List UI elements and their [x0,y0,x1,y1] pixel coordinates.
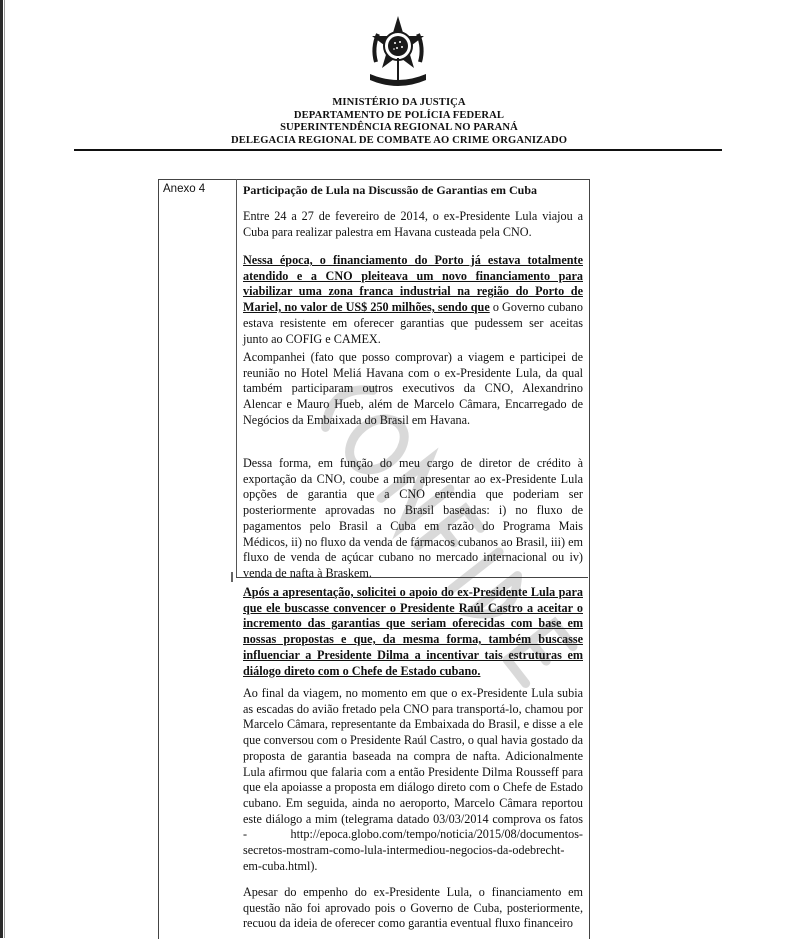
paragraph-financing [243,253,583,347]
paragraph-meeting: Acompanhei (fato que posso comprovar) a viagem e participei de reunião no Hotel Meliá Havana com o ex-Presidente Lula, da qual também participaram outros executivos da CNO, Alexandrino Alencar e Mauro Hueb, além de Marcelo Câmara, Encarregado de Negócios da Embaixada do Brasil em Havana. [243,350,583,427]
header-line-superintendency: SUPERINTENDÊNCIA REGIONAL NO PARANÁ [280,122,518,133]
header-line-delegacia: DELEGACIA REGIONAL DE COMBATE AO CRIME ORGANIZADO [230,134,568,146]
paragraph-trip: Entre 24 a 27 de fevereiro de 2014, o ex-Presidente Lula viajou a Cuba para realizar palestra em Havana custeada pela CNO. [243,209,583,239]
header-line-department: DEPARTAMENTO DE POLÍCIA FEDERAL [293,109,505,121]
table-column-divider [236,179,237,577]
header-rule [74,149,722,151]
annex-label: Anexo 4 [163,183,206,195]
paragraph-request: Após a apresentação, solicitei o apoio do ex-Presidente Lula para que ele buscasse convencer o Presidente Raúl Castro a aceitar o incremento das garantias que seriam oferecidas com base em nossas propostas e que, da mesma forma, também buscasse influenciar a Presidente Dilma a incentivar tais estruturas em diálogo direto com o Chefe de Estado cubano. [243,585,583,678]
paragraph-financing-emphasis: Nessa época, o financiamento do Porto já estava totalmente atendido e a CNO pleiteava um novo financiamento para viabilizar uma zona franca industrial na região do Porto de Mariel, no valor de US$ 250 milhões, sendo que [243,253,583,315]
left-edge-bar [0,0,3,938]
paragraph-outcome: Apesar do empenho do ex-Presidente Lula, o financiamento em questão não foi aprovado pois o Governo de Cuba, posteriormente, recuou da ideia de oferecer como garantia eventual fluxo financeiro [243,885,583,931]
header-line-ministry: MINISTÉRIO DA JUSTIÇA [332,97,466,108]
paragraph-end-of-trip: Ao final da viagem, no momento em que o ex-Presidente Lula subia as escadas do avião fretado pela CNO para transportá-lo, chamou por Marcelo Câmara, representante da Embaixada do Brasil, e disse a ele que conversou com o Presidente Raúl Castro, o qual havia gostado da proposta de garantia baseada na compra de nafta. Adicionalmente Lula afirmou que falaria com a então Presidente Dilma Rousseff para que ela apoiasse a proposta em diálogo direto com o Chefe de Estado cubano. Em seguida, ainda no aeroporto, Marcelo Câmara reportou este diálogo a mim (telegrama datado 03/03/2014 comprova os fatos - http://epoca.globo.com/tempo/noticia/2015/08/documentos-secretos-mostram-como-lula-intermediou-negocios-da-odebrecht-em-cuba.html). [243,686,583,873]
coat-of-arms-icon [366,14,430,92]
scan-mark [231,572,233,582]
header-block [78,97,720,147]
left-edge-line [4,0,5,938]
annex-title: Participação de Lula na Discussão de Garantias em Cuba [243,183,538,197]
paragraph-guarantees: Dessa forma, em função do meu cargo de diretor de crédito à exportação da CNO, coube a mim apresentar ao ex-Presidente Lula opções de garantia que a CNO entendia que poderiam ser posteriormente aprovadas no Brasil baseadas: i) no fluxo de pagamentos pelo Brasil a Cuba em razão do Programa Mais Médicos, ii) no fluxo da venda de fármacos cubanos ao Brasil, iii) em fluxo de venda de açúcar cubano no mercado internacional ou iv) venda de nafta à Braskem. [243,456,583,580]
paragraph-financing-rest: o Governo cubano estava resistente em oferecer garantias que pudessem ser aceitas junto ao COFIG e CAMEX. [243,300,583,346]
